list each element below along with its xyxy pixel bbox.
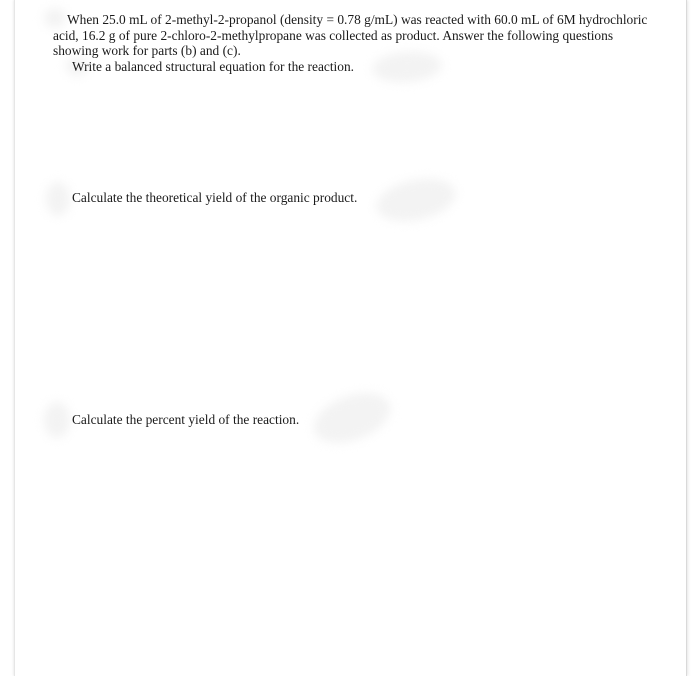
problem-line-1: When 25.0 mL of 2-methyl-2-propanol (density = 0.78 g/mL) was reacted with 60.0 mL of 6M hydrochloric	[67, 12, 648, 27]
document-page	[14, 0, 687, 676]
problem-statement	[53, 12, 653, 59]
scan-smudge	[46, 182, 70, 216]
scan-smudge	[44, 402, 70, 438]
problem-line-2: acid, 16.2 g of pure 2-chloro-2-methylpropane was collected as product. Answer the following questions	[53, 27, 614, 43]
question-b: Calculate the theoretical yield of the organic product.	[72, 190, 358, 205]
question-a: Write a balanced structural equation for the reaction.	[72, 59, 355, 74]
problem-line-3: showing work for parts (b) and (c).	[53, 43, 241, 59]
question-c: Calculate the percent yield of the reaction.	[72, 412, 300, 427]
